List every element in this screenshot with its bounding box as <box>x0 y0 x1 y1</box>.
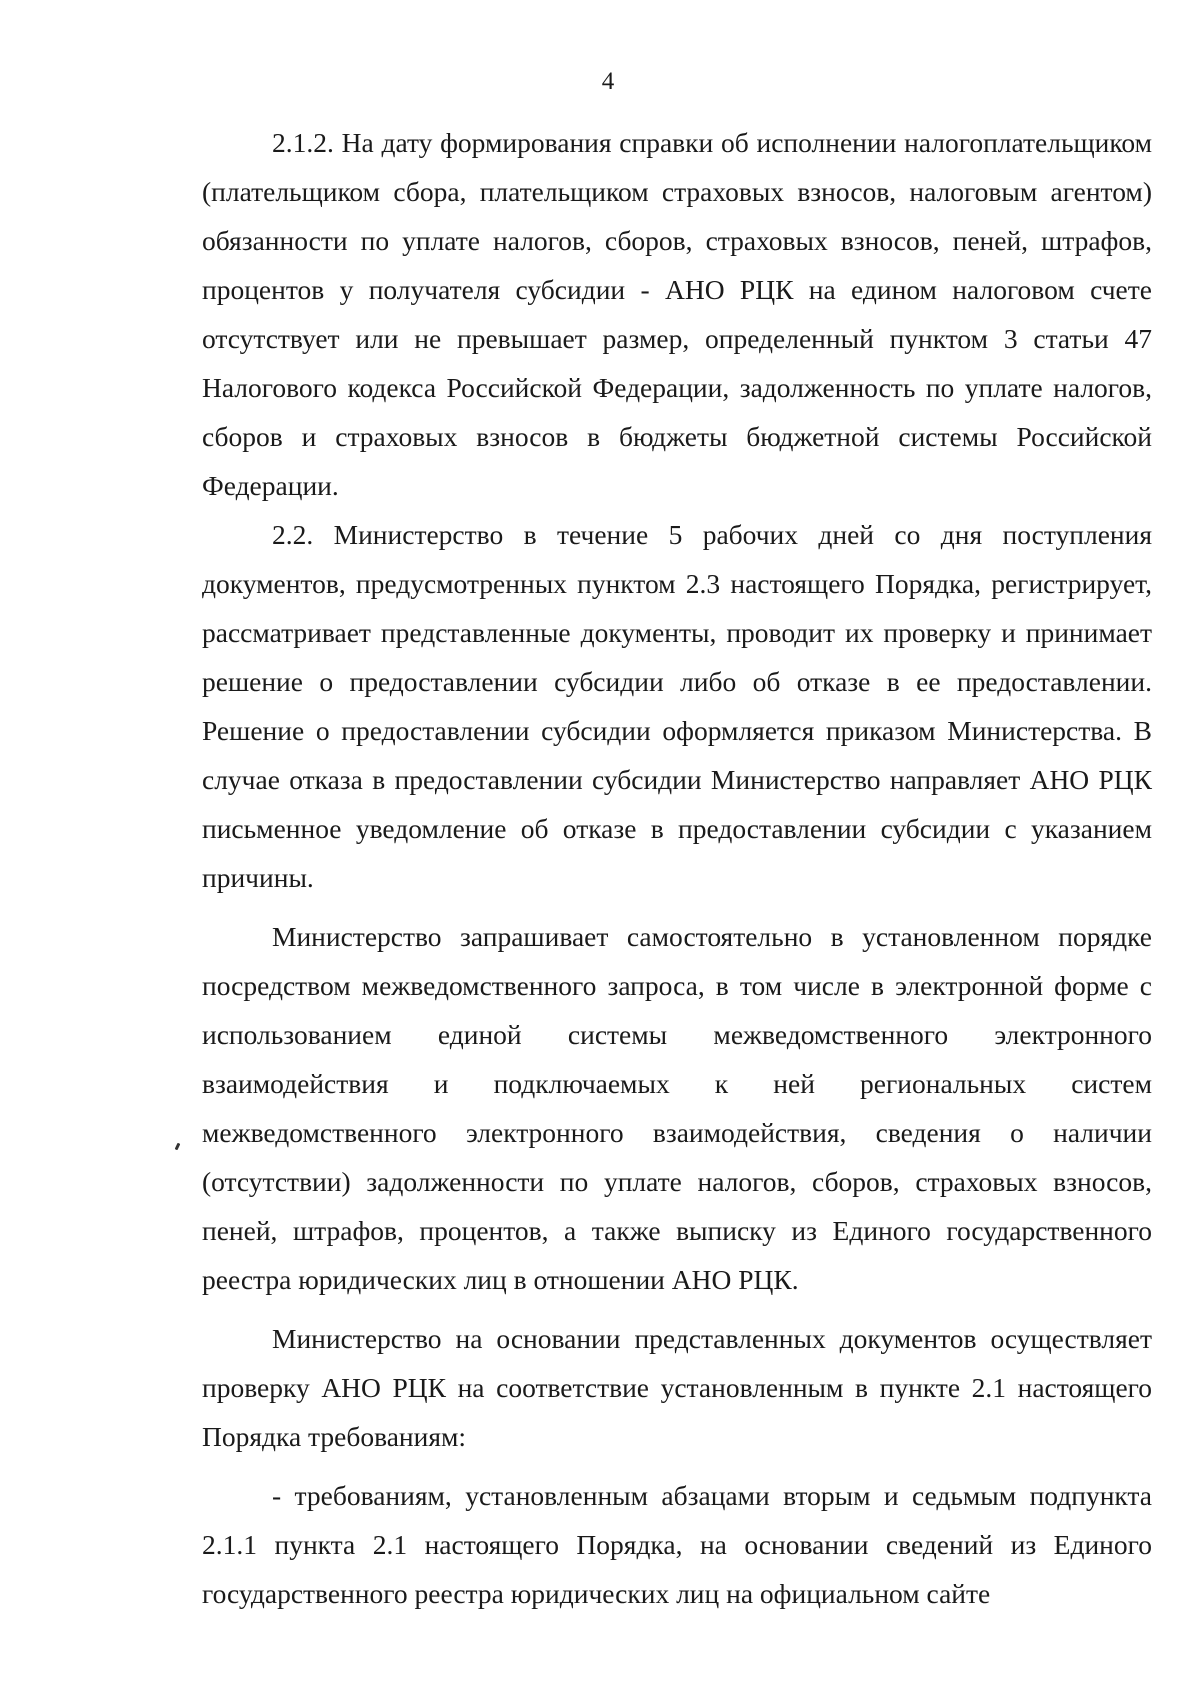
scan-speck <box>175 1143 181 1151</box>
document-body <box>202 118 1152 1618</box>
page-number: 4 <box>601 68 615 95</box>
paragraph-2-1-2: 2.1.2. На дату формирования справки об исполнении налогоплательщиком (плательщиком сбора, плательщиком страховых взносов, налоговым агентом) обязанности по уплате налогов, сборов, страховых взносов, пеней, штрафов, процентов у получателя субсидии - АНО РЦК на едином налоговом счете отсутствует или не превышает размер, определенный пунктом 3 статьи 47 Налогового кодекса Российской Федерации, задолженность по уплате налогов, сборов и страховых взносов в бюджеты бюджетной системы Российской Федерации. <box>202 127 1152 501</box>
paragraph-ministry-request: Министерство запрашивает самостоятельно в установленном порядке посредством межведомственного запроса, в том числе в электронной форме с использованием единой системы межведомственного электронного взаимодействия и подключаемых к ней региональных систем межведомственного электронного взаимодействия, сведения о наличии (отсутствии) задолженности по уплате налогов, сборов, страховых взносов, пеней, штрафов, процентов, а также выписку из Единого государственного реестра юридических лиц в отношении АНО РЦК. <box>202 921 1152 1295</box>
paragraph-2-2: 2.2. Министерство в течение 5 рабочих дней со дня поступления документов, предусмотренных пунктом 2.3 настоящего Порядка, регистрирует, рассматривает представленные документы, проводит их проверку и принимает решение о предоставлении субсидии либо об отказе в ее предоставлении. Решение о предоставлении субсидии оформляется приказом Министерства. В случае отказа в предоставлении субсидии Министерство направляет АНО РЦК письменное уведомление об отказе в предоставлении субсидии с указанием причины. <box>202 519 1152 893</box>
paragraph-ministry-check: Министерство на основании представленных документов осуществляет проверку АНО РЦК на соответствие установленным в пункте 2.1 настоящего Порядка требованиям: <box>202 1323 1152 1452</box>
paragraph-requirements-item: - требованиям, установленным абзацами вторым и седьмым подпункта 2.1.1 пункта 2.1 настоящего Порядка, на основании сведений из Единого государственного реестра юридических лиц на официальном сайте <box>202 1480 1152 1609</box>
